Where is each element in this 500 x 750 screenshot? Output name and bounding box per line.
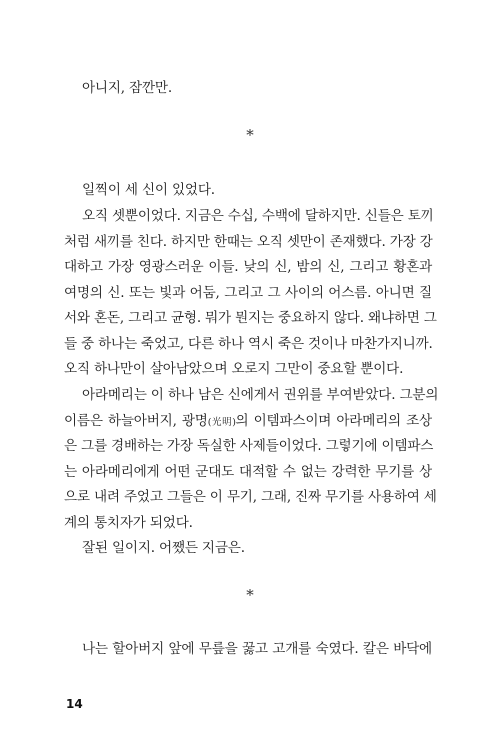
page-number: 14 xyxy=(66,697,83,711)
text-line: 대하고 가장 영광스러운 이들. 낮의 신, 밤의 신, 그리고 황혼과 xyxy=(64,259,432,275)
text-line: 나는 할아버지 앞에 무릎을 꿇고 고개를 숙였다. 칼은 바닥에 xyxy=(82,641,432,657)
text-line: 오직 셋뿐이었다. 지금은 수십, 수백에 달하지만. 신들은 토끼 xyxy=(82,208,434,224)
text-line: 는 아라메리에게 어떤 군대도 대적할 수 없는 강력한 무기를 상 xyxy=(64,464,432,480)
section-separator: * xyxy=(246,126,254,144)
text-line: 서와 혼돈, 그리고 균형. 뭐가 뭔지는 중요하지 않다. 왜냐하면 그 xyxy=(64,310,437,326)
text-line: 처럼 새끼를 친다. 하지만 한때는 오직 셋만이 존재했다. 가장 강 xyxy=(64,234,433,250)
text-line: 오직 하나만이 살아남았으며 오로지 그만이 중요할 뿐이다. xyxy=(64,361,404,377)
text-line: 으로 내려 주었고 그들은 이 무기, 그래, 진짜 무기를 사용하여 세 xyxy=(64,489,437,505)
text-line: 계의 통치자가 되었다. xyxy=(64,515,193,531)
text-segment: 의 이템파스이며 아라메리의 조상 xyxy=(235,413,432,429)
text-line: 은 그를 경배하는 가장 독실한 사제들이었다. 그렇기에 이템파스 xyxy=(64,438,434,454)
text-line: 일찍이 세 신이 있었다. xyxy=(82,182,215,198)
text-line: 아니지, 잠깐만. xyxy=(82,80,172,96)
hanja-annotation: (光明) xyxy=(207,417,236,428)
section-separator: * xyxy=(246,586,254,604)
text-line xyxy=(64,411,432,433)
text-line: 여명의 신. 또는 빛과 어둠, 그리고 그 사이의 어스름. 아니면 질 xyxy=(64,285,432,301)
text-line: 아라메리는 이 하나 남은 신에게서 권위를 부여받았다. 그분의 xyxy=(82,387,439,403)
text-line: 잘된 일이지. 어쨌든 지금은. xyxy=(82,540,245,556)
text-segment: 이름은 하늘아버지, 광명 xyxy=(64,413,208,429)
text-line: 들 중 하나는 죽었고, 다른 하나 역시 죽은 것이나 마찬가지니까. xyxy=(64,336,433,352)
